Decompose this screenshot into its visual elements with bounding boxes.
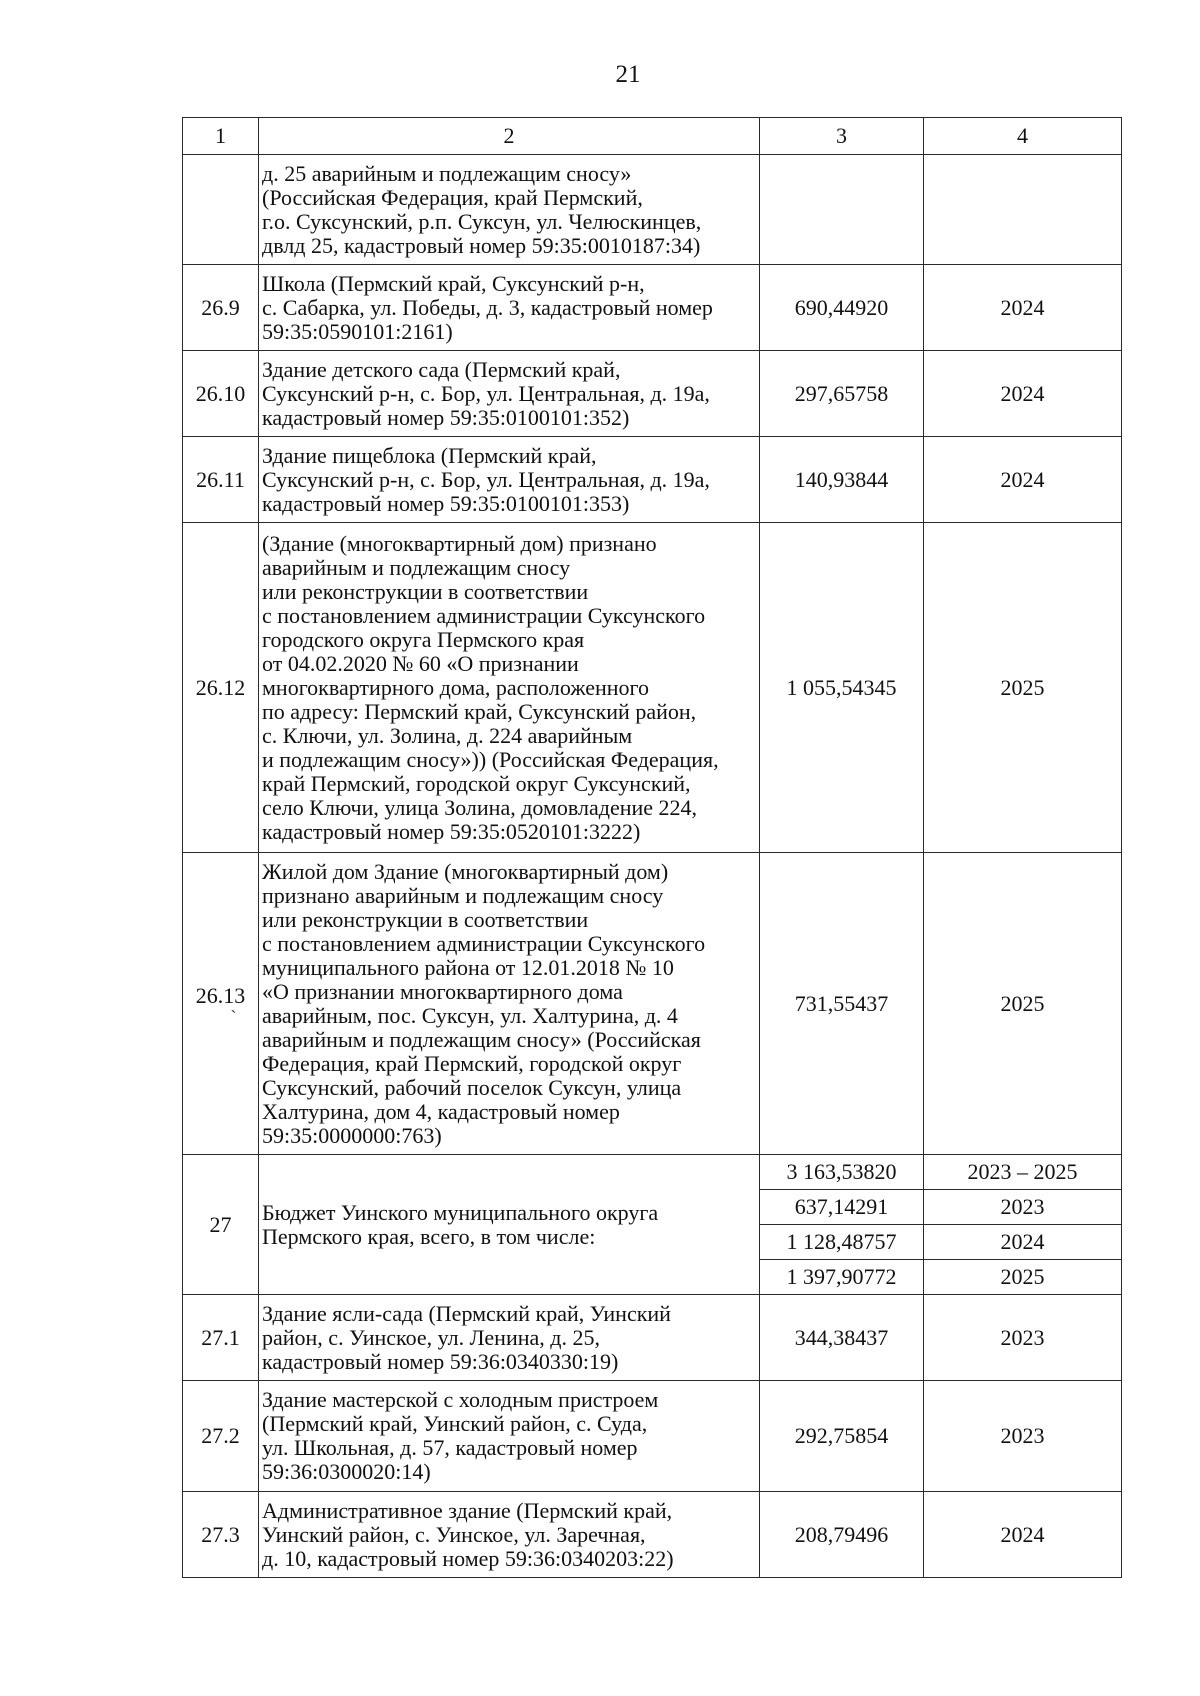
row-description (259, 1295, 760, 1381)
description-line: кадастровый номер 59:36:0340330:19) (262, 1348, 619, 1374)
row-year: 2024 (924, 265, 1122, 351)
description-line: двлд 25, кадастровый номер 59:35:0010187:34) (262, 232, 701, 258)
description-line: от 04.02.2020 № 60 «О признании (262, 650, 579, 676)
row-amount (760, 155, 924, 265)
row-amount: 690,44920 (760, 265, 924, 351)
description-line: район, с. Уинское, ул. Ленина, д. 25, (262, 1324, 600, 1350)
description-line: кадастровый номер 59:35:0520101:3222) (262, 818, 641, 844)
description-line: г.о. Суксунский, р.п. Суксун, ул. Челюскинцев, (262, 208, 702, 234)
budget-total-period: 2023 – 2025 (924, 1155, 1122, 1190)
row-description (259, 1155, 760, 1295)
objects-table (182, 117, 1122, 1578)
description-line: Школа (Пермский край, Суксунский р-н, (262, 270, 645, 296)
table-row (183, 853, 1122, 1155)
row-number: 27.3 (183, 1492, 259, 1578)
table-row (183, 155, 1122, 265)
stray-mark: ` (230, 1006, 237, 1027)
description-line: с постановлением администрации Суксунского (262, 602, 706, 628)
budget-year: 2024 (924, 1225, 1122, 1260)
row-description (259, 1492, 760, 1578)
row-amount: 292,75854 (760, 1381, 924, 1492)
description-line: Бюджет Уинского муниципального округа (262, 1199, 659, 1225)
row-number: 26.9 (183, 265, 259, 351)
budget-row (183, 1155, 1122, 1190)
description-line: Суксунский, рабочий поселок Суксун, улица (262, 1074, 682, 1100)
description-line: Здание ясли-сада (Пермский край, Уинский (262, 1300, 671, 1326)
row-year: 2024 (924, 437, 1122, 523)
row-year: 2025 (924, 853, 1122, 1155)
description-line: ул. Школьная, д. 57, кадастровый номер (262, 1435, 638, 1460)
row-description (259, 523, 760, 853)
column-header: 2 (259, 118, 760, 155)
row-number: 26.12 (183, 523, 259, 853)
budget-amount: 1 128,48757 (760, 1225, 924, 1260)
budget-year: 2023 (924, 1190, 1122, 1225)
description-line: Суксунский р-н, с. Бор, ул. Центральная, д. 19а, (262, 380, 710, 406)
description-line: с постановлением администрации Суксунского (262, 930, 706, 956)
row-number: 27.2 (183, 1381, 259, 1492)
description-line: аварийным, пос. Суксун, ул. Халтурина, д. 4 (262, 1002, 678, 1028)
column-header: 1 (183, 118, 259, 155)
row-year: 2024 (924, 1492, 1122, 1578)
row-description (259, 351, 760, 437)
row-number: 27 (183, 1155, 259, 1295)
row-number: 26.11 (183, 437, 259, 523)
column-header: 4 (924, 118, 1122, 155)
row-amount: 208,79496 (760, 1492, 924, 1578)
row-year: 2025 (924, 523, 1122, 853)
description-line: Пермского края, всего, в том числе: (262, 1223, 596, 1249)
row-amount: 731,55437 (760, 853, 924, 1155)
budget-amount: 637,14291 (760, 1190, 924, 1225)
budget-year: 2025 (924, 1260, 1122, 1295)
row-year: 2023 (924, 1295, 1122, 1381)
row-year: 2024 (924, 351, 1122, 437)
row-number (183, 853, 259, 1155)
description-line: с. Сабарка, ул. Победы, д. 3, кадастровый номер (262, 294, 713, 320)
description-line: Федерация, край Пермский, городской округ (262, 1050, 682, 1076)
row-amount: 1 055,54345 (760, 523, 924, 853)
table-row (183, 265, 1122, 351)
table-row (183, 1381, 1122, 1492)
row-description (259, 1381, 760, 1492)
row-description (259, 155, 760, 265)
row-number-text: 26.13 (195, 982, 246, 1008)
description-line: 59:36:0300020:14) (262, 1459, 431, 1484)
description-line: Административное здание (Пермский край, (262, 1497, 673, 1523)
description-line: Суксунский р-н, с. Бор, ул. Центральная, д. 19а, (262, 466, 710, 492)
row-description (259, 853, 760, 1155)
row-year (924, 155, 1122, 265)
description-line: аварийным и подлежащим сносу» (Российская (262, 1026, 701, 1052)
row-amount: 297,65758 (760, 351, 924, 437)
description-line: и подлежащим сносу»)) (Российская Федерация, (262, 746, 719, 772)
description-line: (Российская Федерация, край Пермский, (262, 184, 643, 210)
description-line: 59:35:0590101:2161) (262, 318, 453, 344)
description-line: муниципального района от 12.01.2018 № 10 (262, 954, 674, 980)
table-row (183, 523, 1122, 853)
description-line: кадастровый номер 59:35:0100101:352) (262, 404, 630, 430)
description-line: «О признании многоквартирного дома (262, 978, 623, 1004)
description-line: Халтурина, дом 4, кадастровый номер (262, 1098, 620, 1124)
budget-total-amount: 3 163,53820 (760, 1155, 924, 1190)
row-number (183, 155, 259, 265)
page-number: 21 (615, 61, 641, 88)
description-line: д. 25 аварийным и подлежащим сносу» (262, 160, 632, 186)
description-line: Здание мастерской с холодным пристроем (262, 1387, 659, 1412)
description-line: аварийным и подлежащим сносу (262, 554, 571, 580)
row-number: 27.1 (183, 1295, 259, 1381)
description-line: признано аварийным и подлежащим сносу (262, 882, 664, 908)
table-row (183, 437, 1122, 523)
table-row (183, 351, 1122, 437)
row-description (259, 437, 760, 523)
description-line: или реконструкции в соответствии (262, 578, 589, 604)
description-line: кадастровый номер 59:35:0100101:353) (262, 490, 630, 516)
row-year: 2023 (924, 1381, 1122, 1492)
description-line: (Здание (многоквартирный дом) признано (262, 530, 657, 556)
table-row (183, 1295, 1122, 1381)
table-header-row (183, 118, 1122, 155)
column-header: 3 (760, 118, 924, 155)
description-line: многоквартирного дома, расположенного (262, 674, 650, 700)
description-line: Жилой дом Здание (многоквартирный дом) (262, 858, 669, 884)
description-line: село Ключи, улица Золина, домовладение 224, (262, 794, 698, 820)
row-number: 26.10 (183, 351, 259, 437)
row-description (259, 265, 760, 351)
description-line: Здание пищеблока (Пермский край, (262, 442, 597, 468)
row-amount: 344,38437 (760, 1295, 924, 1381)
description-line: край Пермский, городской округ Суксунский, (262, 770, 691, 796)
description-line: (Пермский край, Уинский район, с. Суда, (262, 1411, 648, 1436)
description-line: или реконструкции в соответствии (262, 906, 589, 932)
description-line: д. 10, кадастровый номер 59:36:0340203:22) (262, 1545, 674, 1571)
description-line: по адресу: Пермский край, Суксунский район, (262, 698, 697, 724)
table-row (183, 1492, 1122, 1578)
budget-amount: 1 397,90772 (760, 1260, 924, 1295)
row-amount: 140,93844 (760, 437, 924, 523)
description-line: городского округа Пермского края (262, 626, 585, 652)
description-line: Здание детского сада (Пермский край, (262, 356, 621, 382)
description-line: 59:35:0000000:763) (262, 1122, 442, 1148)
description-line: Уинский район, с. Уинское, ул. Заречная, (262, 1521, 646, 1547)
description-line: с. Ключи, ул. Золина, д. 224 аварийным (262, 722, 633, 748)
